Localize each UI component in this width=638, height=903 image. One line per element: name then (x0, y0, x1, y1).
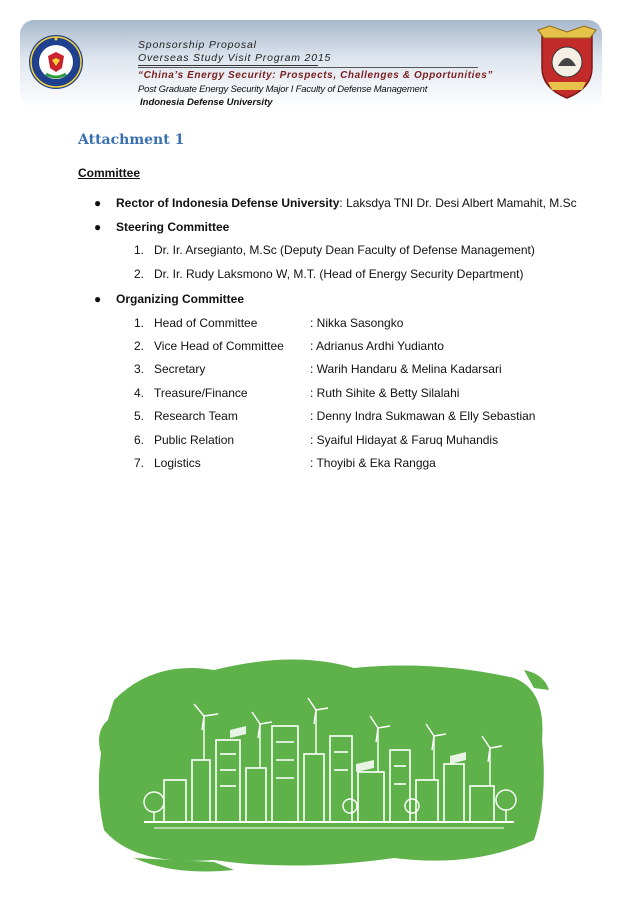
member-name: : Thoyibi & Eka Rangga (310, 456, 436, 470)
member-name: : Nikka Sasongko (310, 316, 404, 330)
section-title: Committee (78, 166, 141, 180)
role-label: Head of Committee (154, 316, 258, 330)
role-label: Public Relation (154, 433, 235, 447)
proposal-label: Sponsorship Proposal (138, 39, 257, 51)
member-name: : Adrianus Ardhi Yudianto (310, 339, 444, 353)
attachment-title: Attachment 1 (78, 132, 185, 148)
item-number: 2. (134, 339, 145, 353)
item-number: 5. (134, 409, 145, 423)
list-item (134, 267, 523, 281)
item-number: 4. (134, 386, 145, 400)
member-name: : Denny Indra Sukmawan & Elly Sebastian (310, 409, 536, 423)
university-label: Indonesia Defense University (140, 97, 273, 108)
organizing-label: Organizing Committee (116, 292, 245, 306)
role-label: Treasure/Finance (154, 386, 248, 400)
list-item (134, 243, 535, 257)
header-text (138, 39, 538, 109)
item-text: Dr. Ir. Rudy Laksmono W, M.T. (Head of Energy Security Department) (154, 267, 524, 281)
item-number: 6. (134, 433, 145, 447)
role-label: Vice Head of Committee (154, 339, 284, 353)
faculty-crest-logo (534, 24, 600, 100)
item-text: Dr. Ir. Arsegianto, M.Sc (Deputy Dean Faculty of Defense Management) (154, 243, 535, 257)
member-name: : Syaiful Hidayat & Faruq Muhandis (310, 433, 499, 447)
role-label: Secretary (154, 362, 206, 376)
university-seal-logo (28, 34, 84, 90)
theme-title: “China’s Energy Security: Prospects, Challenges & Opportunities” (138, 67, 478, 83)
green-city-illustration (94, 630, 554, 880)
rector-label: Rector of Indonesia Defense University (116, 196, 340, 210)
item-number: 3. (134, 362, 145, 376)
role-label: Logistics (154, 456, 201, 470)
item-number: 2. (134, 267, 145, 281)
role-label: Research Team (154, 409, 238, 423)
program-label: Overseas Study Visit Program 2015 (138, 52, 332, 64)
steering-label: Steering Committee (116, 220, 230, 234)
item-number: 1. (134, 316, 145, 330)
item-number: 7. (134, 456, 145, 470)
member-name: : Warih Handaru & Melina Kadarsari (310, 362, 502, 376)
item-number: 1. (134, 243, 145, 257)
bullet-icon: ● (94, 220, 102, 234)
bullet-icon: ● (94, 292, 102, 306)
faculty-label: Post Graduate Energy Security Major I Faculty of Defense Management (138, 84, 428, 95)
member-name: : Ruth Sihite & Betty Silalahi (310, 386, 460, 400)
bullet-icon: ● (94, 196, 102, 210)
rector-value: : Laksdya TNI Dr. Desi Albert Mamahit, M.Sc (339, 196, 577, 210)
